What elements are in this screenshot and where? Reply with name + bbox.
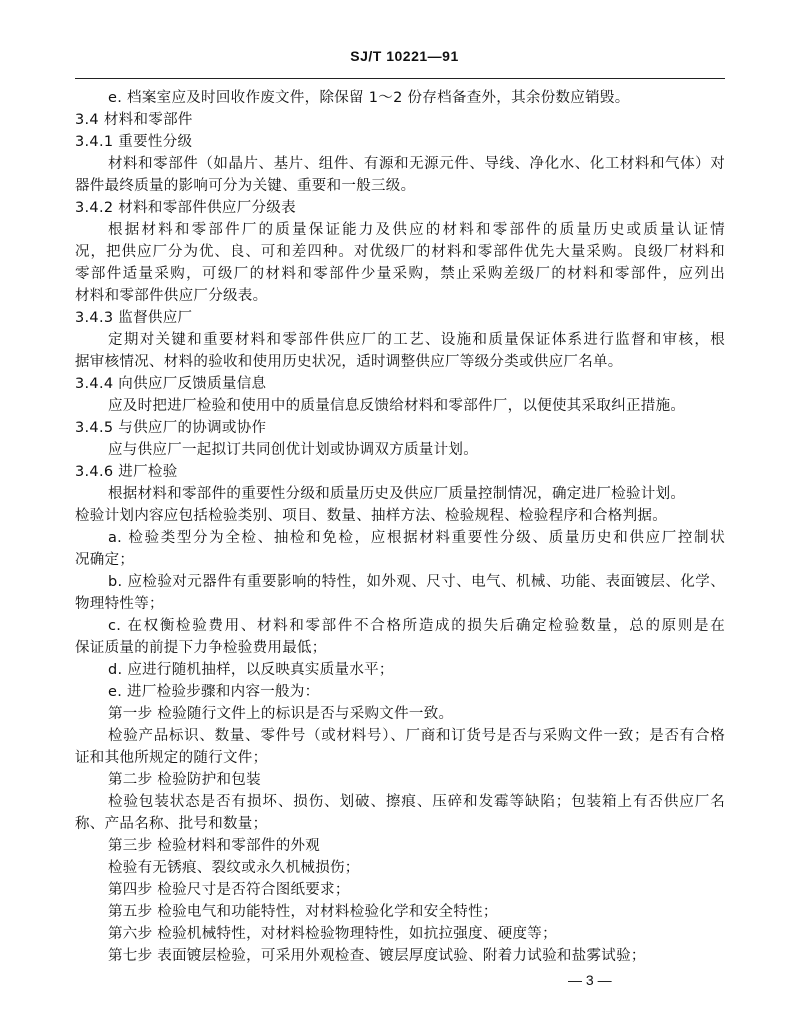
text-line: e. 进厂检验步骤和内容一般为： — [108, 684, 320, 700]
text-line: a. 检验类型分为全检、抽检和免检，应根据材料重要性分级、质量历史和供应厂控制状 — [108, 530, 725, 546]
text-line: 器件最终质量的影响可分为关键、重要和一般三级。 — [75, 178, 416, 194]
step-heading: 第四步 检验尺寸是否符合图纸要求； — [108, 882, 350, 898]
text-line: 据审核情况、材料的验收和使用历史状况，适时调整供应厂等级分类或供应厂名单。 — [75, 354, 623, 370]
section-heading: 3.4.2 材料和零部件供应厂分级表 — [75, 200, 296, 216]
step-heading: 第二步 检验防护和包装 — [108, 772, 261, 788]
step-heading: 第三步 检验材料和零部件的外观 — [108, 838, 321, 854]
text-line: c. 在权衡检验费用、材料和零部件不合格所造成的损失后确定检验数量，总的原则是在 — [108, 618, 725, 634]
text-line: b. 应检验对元器件有重要影响的特性，如外观、尺寸、电气、机械、功能、表面镀层、化学、 — [108, 574, 725, 590]
text-line: 检验计划内容应包括检验类别、项目、数量、抽样方法、检验规程、检验程序和合格判据。 — [75, 508, 667, 524]
header-rule — [75, 78, 725, 79]
text-line: 材料和零部件供应厂分级表。 — [75, 288, 268, 304]
step-heading: 第七步 表面镀层检验，可采用外观检查、镀层厚度试验、附着力试验和盐雾试验； — [108, 948, 646, 964]
text-line: 况确定； — [75, 552, 135, 568]
step-heading: 第五步 检验电气和功能特性，对材料检验化学和安全特性； — [108, 904, 498, 920]
text-line: 检验包装状态是否有损坏、损伤、划破、擦痕、压碎和发霉等缺陷；包装箱上有否供应厂名 — [108, 794, 725, 810]
text-line: 检验有无锈痕、裂纹或永久机械损伤； — [108, 860, 360, 876]
text-line: 称、产品名称、批号和数量； — [75, 816, 268, 832]
text-line: e. 档案室应及时回收作废文件，除保留 1～2 份存档备查外，其余份数应销毁。 — [108, 90, 630, 106]
document-code-header: SJ/T 10221—91 — [350, 48, 459, 64]
text-line: 根据材料和零部件的重要性分级和质量历史及供应厂质量控制情况，确定进厂检验计划。 — [108, 486, 686, 502]
text-line: 保证质量的前提下力争检验费用最低； — [75, 640, 327, 656]
text-line: 况，把供应厂分为优、良、可和差四种。对优级厂的材料和零部件优先大量采购。良级厂材料和 — [75, 244, 725, 260]
page-number: — 3 — — [568, 972, 612, 988]
text-line: 材料和零部件（如晶片、基片、组件、有源和无源元件、导线、净化水、化工材料和气体）对 — [108, 156, 725, 172]
text-line: 应与供应厂一起拟订共同创优计划或协调双方质量计划。 — [108, 442, 478, 458]
section-heading: 3.4.4 向供应厂反馈质量信息 — [75, 376, 267, 392]
text-line: 证和其他所规定的随行文件； — [75, 750, 268, 766]
text-line: 零部件适量采购，可级厂的材料和零部件少量采购，禁止采购差级厂的材料和零部件，应列出 — [75, 266, 725, 282]
text-line: d. 应进行随机抽样，以反映真实质量水平； — [108, 662, 394, 678]
section-heading: 3.4.3 监督供应厂 — [75, 310, 193, 326]
step-heading: 第一步 检验随行文件上的标识是否与采购文件一致。 — [108, 706, 454, 722]
text-line: 检验产品标识、数量、零件号（或材料号）、厂商和订货号是否与采购文件一致；是否有合格 — [108, 728, 725, 744]
text-line: 定期对关键和重要材料和零部件供应厂的工艺、设施和质量保证体系进行监督和审核，根 — [108, 332, 725, 348]
text-line: 根据材料和零部件厂的质量保证能力及供应的材料和零部件的质量历史或质量认证情 — [108, 222, 725, 238]
section-heading: 3.4 材料和零部件 — [75, 112, 193, 128]
section-heading: 3.4.5 与供应厂的协调或协作 — [75, 420, 267, 436]
section-heading: 3.4.6 进厂检验 — [75, 464, 178, 480]
text-line: 应及时把进厂检验和使用中的质量信息反馈给材料和零部件厂，以便使其采取纠正措施。 — [108, 398, 686, 414]
step-heading: 第六步 检验机械特性，对材料检验物理特性，如抗拉强度、硬度等； — [108, 926, 557, 942]
text-line: 物理特性等； — [75, 596, 164, 612]
section-heading: 3.4.1 重要性分级 — [75, 134, 193, 150]
